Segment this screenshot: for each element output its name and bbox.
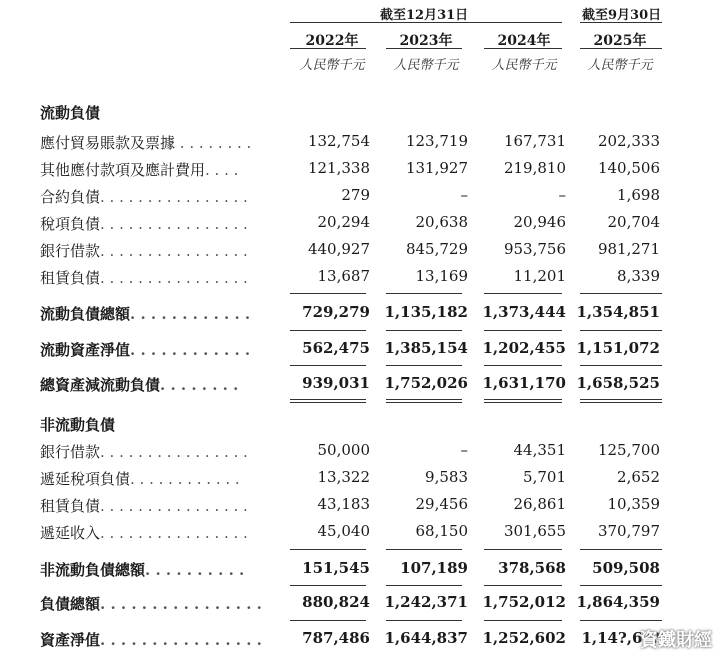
year-2024: 2024年	[497, 33, 551, 49]
cell-2024: 1,631,170	[482, 374, 566, 392]
cell-2025: 1,658,525	[576, 374, 660, 392]
cell-2023: 123,719	[405, 132, 468, 150]
row-label: 遞延收入. . . . . . . . . . . . . . . .	[40, 524, 248, 542]
cell-2022: 43,183	[317, 495, 370, 513]
cell-2023: –	[460, 441, 468, 459]
row-label: 稅項負債. . . . . . . . . . . . . . . .	[40, 215, 248, 233]
year-rule-2023	[386, 48, 462, 49]
total-row	[0, 629, 720, 653]
cell-2023: 1,242,371	[384, 593, 468, 611]
cell-2023: 1,644,837	[384, 629, 468, 647]
cell-2024: 167,731	[503, 132, 566, 150]
total-row	[0, 339, 720, 363]
cell-2023: 845,729	[405, 240, 468, 258]
double-rule	[484, 399, 562, 403]
cell-2022: 440,927	[307, 240, 370, 258]
total-row	[0, 593, 720, 617]
cell-2025: 8,339	[617, 267, 660, 285]
watermark-logo: 資鐵財經	[640, 630, 712, 651]
cell-2022: 121,338	[307, 159, 370, 177]
cell-2025: 10,359	[607, 495, 660, 513]
cell-2022: 50,000	[317, 441, 370, 459]
cell-2024: 1,373,444	[482, 303, 566, 321]
subtotal-rule	[290, 293, 366, 294]
header-rule-dec31	[290, 22, 562, 23]
cell-2024: 26,861	[513, 495, 566, 513]
cell-2024: 11,201	[513, 267, 566, 285]
cell-2022: 787,486	[302, 629, 370, 647]
row-label: 負債總額. . . . . . . . . . . . . . . .	[40, 595, 262, 613]
cell-2025: 1,698	[617, 186, 660, 204]
table-row	[0, 267, 720, 291]
period-header-dec31: 截至12月31日	[380, 8, 469, 23]
subtotal-rule	[386, 365, 462, 366]
table-row	[0, 495, 720, 519]
table-row	[0, 159, 720, 183]
row-label: 總資產減流動負債. . . . . . . .	[40, 376, 239, 394]
table-row	[0, 522, 720, 546]
cell-2022: 132,754	[307, 132, 370, 150]
subtotal-rule	[580, 293, 662, 294]
total-row	[0, 374, 720, 398]
cell-2024: 44,351	[513, 441, 566, 459]
cell-2023: –	[460, 186, 468, 204]
year-rule-2022	[290, 48, 366, 49]
cell-2024: 953,756	[503, 240, 566, 258]
cell-2022: 562,475	[302, 339, 370, 357]
table-row	[0, 213, 720, 237]
cell-2024: 1,252,602	[482, 629, 566, 647]
cell-2022: 279	[341, 186, 370, 204]
cell-2024: 5,701	[523, 468, 566, 486]
cell-2023: 29,456	[415, 495, 468, 513]
subtotal-rule	[386, 293, 462, 294]
subtotal-rule	[386, 620, 462, 621]
cell-2024: –	[558, 186, 566, 204]
subtotal-rule	[484, 330, 562, 331]
subtotal-rule	[290, 620, 366, 621]
row-label: 流動負債總額. . . . . . . . . . . .	[40, 305, 251, 323]
total-row	[0, 303, 720, 327]
row-label: 流動資產淨值. . . . . . . . . . . .	[40, 341, 251, 359]
cell-2022: 20,294	[317, 213, 370, 231]
subtotal-rule	[580, 330, 662, 331]
cell-2025: 1,14?,6??	[581, 629, 660, 647]
cell-2023: 68,150	[415, 522, 468, 540]
row-label: 應付貿易賬款及票據 . . . . . . . .	[40, 134, 252, 152]
unit-2023: 人民幣千元	[393, 58, 459, 73]
subtotal-rule	[580, 620, 662, 621]
subtotal-rule	[386, 549, 462, 550]
subtotal-rule	[290, 585, 366, 586]
row-label: 合約負債. . . . . . . . . . . . . . . .	[40, 188, 248, 206]
cell-2025: 1,864,359	[576, 593, 660, 611]
subtotal-rule	[290, 549, 366, 550]
cell-2022: 880,824	[302, 593, 370, 611]
subtotal-rule	[290, 330, 366, 331]
cell-2024: 378,568	[498, 559, 566, 577]
section-current-liabilities: 流動負債	[40, 104, 101, 122]
year-2025: 2025年	[593, 33, 647, 49]
cell-2023: 131,927	[405, 159, 468, 177]
table-row	[0, 186, 720, 210]
subtotal-rule	[484, 365, 562, 366]
cell-2022: 13,322	[317, 468, 370, 486]
unit-2022: 人民幣千元	[299, 58, 365, 73]
subtotal-rule	[386, 330, 462, 331]
row-label: 其他應付款項及應計費用. . . .	[40, 161, 239, 179]
row-label: 銀行借款. . . . . . . . . . . . . . . .	[40, 443, 248, 461]
cell-2024: 301,655	[503, 522, 566, 540]
cell-2025: 2,652	[617, 468, 660, 486]
cell-2023: 13,169	[415, 267, 468, 285]
cell-2024: 20,946	[513, 213, 566, 231]
double-rule	[580, 399, 662, 403]
subtotal-rule	[484, 585, 562, 586]
cell-2022: 13,687	[317, 267, 370, 285]
double-rule	[386, 399, 462, 403]
cell-2023: 1,752,026	[384, 374, 468, 392]
cell-2022: 729,279	[302, 303, 370, 321]
cell-2022: 45,040	[317, 522, 370, 540]
subtotal-rule	[484, 293, 562, 294]
cell-2023: 9,583	[425, 468, 468, 486]
row-label: 資產淨值. . . . . . . . . . . . . . . .	[40, 631, 262, 649]
cell-2023: 107,189	[400, 559, 468, 577]
header-rule-sep30	[580, 22, 662, 23]
year-2023: 2023年	[399, 33, 453, 49]
year-2022: 2022年	[305, 33, 359, 49]
table-row	[0, 132, 720, 156]
row-label: 遞延稅項負債. . . . . . . . . . . .	[40, 470, 240, 488]
subtotal-rule	[386, 585, 462, 586]
subtotal-rule	[290, 365, 366, 366]
cell-2025: 509,508	[592, 559, 660, 577]
subtotal-rule	[580, 585, 662, 586]
cell-2023: 1,385,154	[384, 339, 468, 357]
cell-2022: 939,031	[302, 374, 370, 392]
cell-2025: 20,704	[607, 213, 660, 231]
year-rule-2024	[484, 48, 562, 49]
cell-2025: 1,354,851	[576, 303, 660, 321]
row-label: 銀行借款. . . . . . . . . . . . . . . .	[40, 242, 248, 260]
cell-2025: 981,271	[597, 240, 660, 258]
cell-2023: 1,135,182	[384, 303, 468, 321]
double-rule	[290, 399, 366, 403]
cell-2022: 151,545	[302, 559, 370, 577]
table-row	[0, 441, 720, 465]
cell-2024: 1,202,455	[482, 339, 566, 357]
total-row	[0, 559, 720, 583]
subtotal-rule	[580, 549, 662, 550]
year-rule-2025	[580, 48, 662, 49]
unit-2024: 人民幣千元	[491, 58, 557, 73]
row-label: 租賃負債. . . . . . . . . . . . . . . .	[40, 269, 248, 287]
cell-2024: 1,752,012	[482, 593, 566, 611]
cell-2023: 20,638	[415, 213, 468, 231]
table-row	[0, 468, 720, 492]
unit-2025: 人民幣千元	[587, 58, 653, 73]
cell-2024: 219,810	[503, 159, 566, 177]
section-noncurrent-liabilities: 非流動負債	[40, 416, 116, 434]
cell-2025: 1,151,072	[576, 339, 660, 357]
table-row	[0, 240, 720, 264]
period-header-sep30: 截至9月30日	[582, 8, 662, 23]
cell-2025: 370,797	[597, 522, 660, 540]
subtotal-rule	[580, 365, 662, 366]
cell-2025: 202,333	[597, 132, 660, 150]
subtotal-rule	[484, 620, 562, 621]
cell-2025: 125,700	[597, 441, 660, 459]
row-label: 租賃負債. . . . . . . . . . . . . . . .	[40, 497, 248, 515]
cell-2025: 140,506	[597, 159, 660, 177]
subtotal-rule	[484, 549, 562, 550]
row-label: 非流動負債總額. . . . . . . . . .	[40, 561, 245, 579]
